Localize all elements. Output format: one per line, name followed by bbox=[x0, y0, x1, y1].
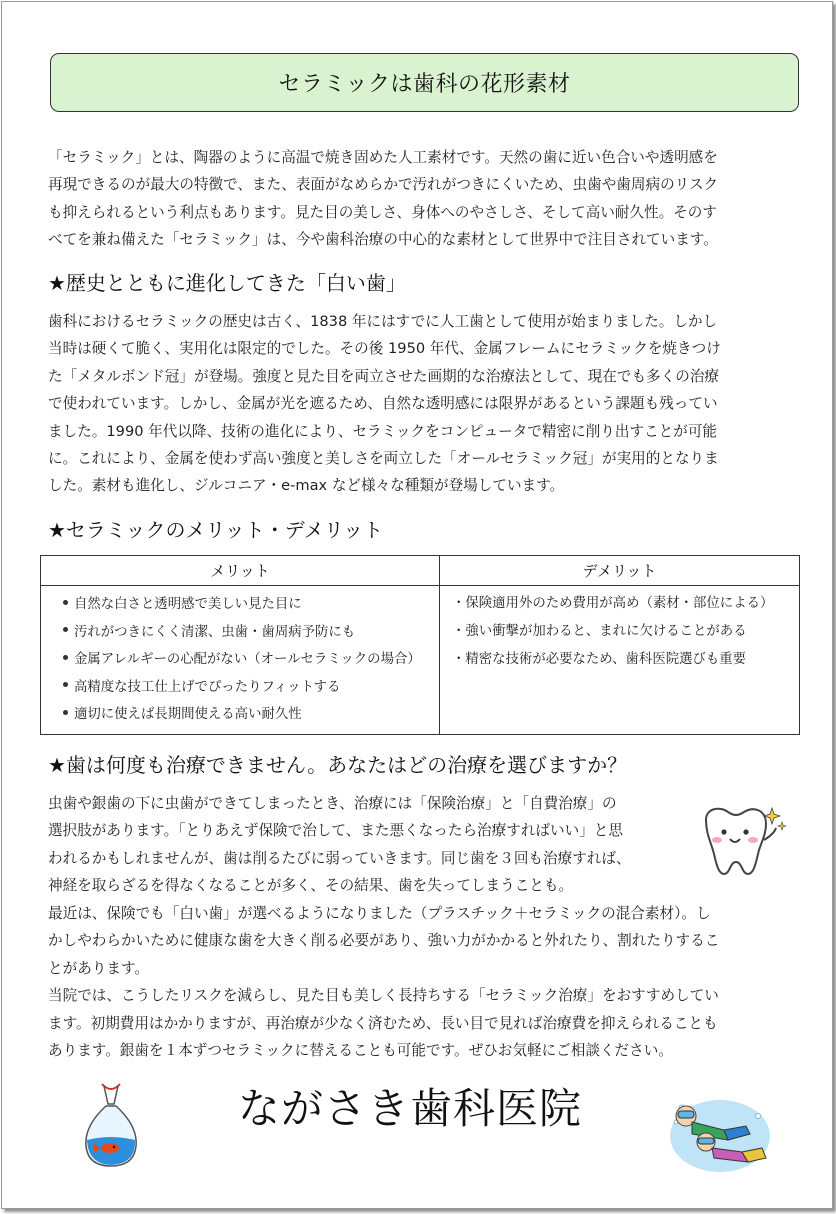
merits-heading: ★セラミックのメリット・デメリット bbox=[48, 518, 384, 542]
treatment-line: あります。銀歯を１本ずつセラミックに替えることも可能です。ぜひお気軽にご相談ください。 bbox=[48, 1042, 673, 1060]
merit-list bbox=[41, 591, 439, 729]
demerit-cell bbox=[440, 586, 800, 735]
demerit-header: デメリット bbox=[440, 556, 800, 586]
history-line: た「メタルボンド冠」が登場。強度と見た目を両立させた画期的な治療法として、現在でも多くの治療 bbox=[48, 367, 720, 385]
history-line: に。これにより、金属を使わず高い強度と美しさを両立した「オールセラミック冠」が実用的となりま bbox=[48, 450, 719, 468]
treatment-paragraph-short bbox=[48, 790, 688, 900]
treatment-line: ます。初期費用はかかりますが、再治療が少なく済むため、長い目で見れば治療費を抑えられることも bbox=[48, 1014, 718, 1032]
history-line: 歯科におけるセラミックの歴史は古く、1838 年にはすでに人工歯として使用が始まりました。しかし bbox=[48, 313, 718, 330]
merit-cell bbox=[41, 586, 440, 735]
merit-item: 金属アレルギーの心配がない（オールセラミックの場合） bbox=[63, 646, 439, 674]
treatment-line: 当院では、こうしたリスクを減らし、見た目も美しく長持ちする「セラミック治療」をおすすめしてい bbox=[48, 987, 719, 1005]
treatment-heading: ★歯は何度も治療できません。あなたはどの治療を選びますか？ bbox=[48, 753, 628, 777]
history-line: した。素材も進化し、ジルコニア・e-max など様々な種類が登場しています。 bbox=[48, 477, 565, 495]
merit-item: 汚れがつきにくく清潔、虫歯・歯周病予防にも bbox=[63, 619, 439, 647]
intro-paragraph bbox=[48, 144, 794, 254]
intro-line: も抑えられるという利点もあります。見た目の美しさ、身体へのやさしさ、そして高い耐久性。そのす bbox=[48, 203, 717, 221]
demerit-item: ・ 保険適用外のため費用が高め（素材・部位による） bbox=[452, 590, 799, 618]
history-line: で使われています。しかし、金属が光を遮るため、自然な透明感には限界があるという課題も残ってい bbox=[48, 395, 718, 413]
goldfish-bag-icon bbox=[80, 1080, 142, 1170]
merit-header: メリット bbox=[41, 556, 440, 586]
treatment-line: 神経を取らざるを得なくなることが多く、その結果、歯を失ってしまうことも。 bbox=[48, 877, 574, 895]
treatment-line: かしやわらかいために健康な歯を大きく削る必要があり、強い力がかかると外れたり、割れたりするこ bbox=[48, 932, 720, 950]
divers-icon bbox=[662, 1086, 772, 1176]
merit-item: 適切に使えば長期間使える高い耐久性 bbox=[63, 701, 439, 729]
merit-item: 自然な白さと透明感で美しい見た目に bbox=[63, 591, 439, 619]
history-line: ました。1990 年代以降、技術の進化により、セラミックをコンピュータで精密に削り出すことが可能 bbox=[48, 422, 718, 440]
intro-line: 「セラミック」とは、陶器のように高温で焼き固めた人工素材です。天然の歯に近い色合いや透明感を bbox=[48, 149, 718, 166]
merits-table bbox=[40, 555, 800, 735]
page-title: セラミックは歯科の花形素材 bbox=[50, 53, 799, 112]
treatment-paragraph-full bbox=[48, 900, 794, 1064]
tooth-character-icon bbox=[692, 802, 792, 892]
treatment-line: 最近は、保険でも「白い歯」が選べるようになりました（プラスチック＋セラミックの混合素材）。し bbox=[48, 905, 711, 922]
flyer-page bbox=[1, 1, 833, 1209]
history-line: 当時は硬くて脆く、実用化は限定的でした。その後 1950 年代、金属フレームにセラミックを焼きつけ bbox=[48, 340, 721, 358]
demerit-item: ・ 精密な技術が必要なため、歯科医院選びも重要 bbox=[452, 646, 799, 674]
demerit-list bbox=[440, 590, 799, 674]
treatment-line: 選択肢があります。「とりあえず保険で治して、また悪くなったら治療すればいい」と思 bbox=[48, 822, 623, 840]
merit-item: 高精度な技工仕上げでぴったりフィットする bbox=[63, 674, 439, 702]
treatment-line: われるかもしれませんが、歯は削るたびに弱っていきます。同じ歯を３回も治療すれば、 bbox=[48, 849, 631, 867]
intro-line: 再現できるのが最大の特徴で、また、表面がなめらかで汚れがつきにくいため、虫歯や歯周病のリスク bbox=[48, 176, 719, 194]
treatment-line: とがあります。 bbox=[48, 959, 149, 977]
treatment-line: 虫歯や銀歯の下に虫歯ができてしまったとき、治療には「保険治療」と「自費治療」の bbox=[48, 795, 617, 812]
demerit-item: ・ 強い衝撃が加わると、まれに欠けることがある bbox=[452, 618, 799, 646]
history-paragraph bbox=[48, 308, 794, 500]
clinic-name: ながさき歯科医院 bbox=[238, 1084, 583, 1133]
intro-line: べてを兼ね備えた「セラミック」は、今や歯科治療の中心的な素材として世界中で注目されています。 bbox=[48, 231, 718, 249]
history-heading: ★歴史とともに進化してきた「白い歯」 bbox=[48, 271, 406, 295]
